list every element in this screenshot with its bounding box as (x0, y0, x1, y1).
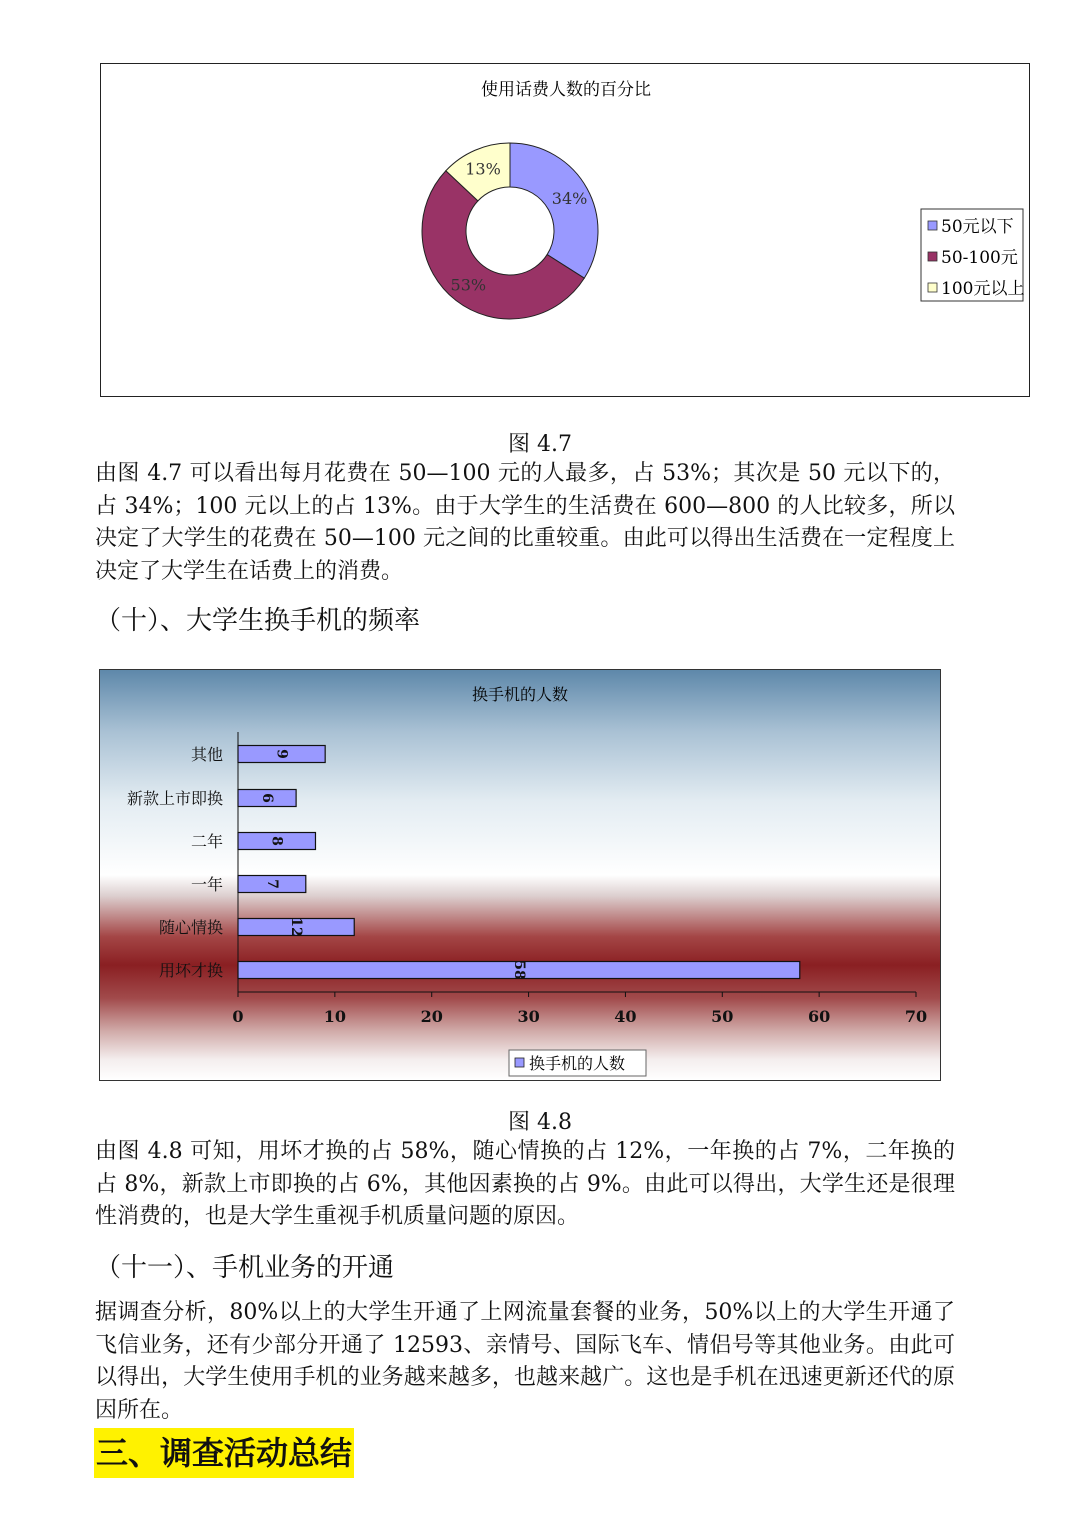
bar-category-label: 其他 (190, 745, 223, 764)
pie-slice-under-50 (510, 143, 598, 278)
x-tick-label: 30 (517, 1007, 540, 1026)
bar-value-label: 8 (268, 836, 285, 846)
legend-swatch-bar (515, 1058, 524, 1067)
x-tick-label: 10 (323, 1007, 346, 1026)
legend-label-under-50: 50元以下 (941, 217, 1014, 237)
legend-label-50-100: 50-100元 (941, 248, 1018, 268)
pie-chart-container (100, 63, 1030, 397)
bar-category-label: 一年 (190, 875, 223, 894)
bar-category-label: 用坏才换 (158, 961, 223, 980)
bar-chart-title: 换手机的人数 (471, 685, 569, 704)
bar-value-label: 7 (263, 879, 280, 889)
bar-value-label: 9 (273, 749, 290, 759)
legend-swatch-over-100 (928, 283, 937, 292)
bar-value-label: 6 (259, 793, 276, 803)
bar-value-label: 12 (288, 917, 305, 937)
pie-slices (422, 143, 598, 319)
bar-chart-container (99, 669, 941, 1081)
section-heading-summary: 三、调查活动总结 (94, 1428, 354, 1478)
x-tick-label: 60 (808, 1007, 831, 1026)
x-tick-label: 20 (420, 1007, 443, 1026)
x-tick-label: 40 (614, 1007, 637, 1026)
figure-caption-4-7: 图 4.7 (508, 432, 572, 457)
bar-marks (238, 746, 800, 980)
bar-category-label: 二年 (190, 832, 223, 851)
figure-caption-4-8: 图 4.8 (508, 1110, 572, 1135)
legend-swatch-50-100 (928, 252, 937, 261)
pie-chart (101, 64, 1028, 395)
x-tick-label: 0 (232, 1007, 244, 1026)
pie-label-50-100: 53% (450, 275, 487, 295)
legend-swatch-under-50 (928, 221, 937, 230)
heading-phone-change-frequency: （十）、大学生换手机的频率 (95, 606, 421, 636)
bar-legend (509, 1050, 646, 1076)
paragraph-phone-services: 据调查分析，80%以上的大学生开通了上网流量套餐的业务，50%以上的大学生开通了飞信业务，还有少部分开通了 12593、亲情号、国际飞车、情侣号等其他业务。由此可以得出，大学生使用手机的业务越来越多，也越来越广。这也是手机在迅速更新还代的原因所在。 (95, 1300, 955, 1423)
pie-chart-title: 使用话费人数的百分比 (481, 80, 651, 100)
heading-phone-services: （十一）、手机业务的开通 (95, 1253, 395, 1283)
x-tick-label: 70 (904, 1007, 928, 1026)
bar-category-labels (127, 745, 223, 980)
paragraph-fig47-analysis: 由图 4.7 可以看出每月花费在 50—100 元的人最多，占 53%；其次是 50 元以下的，占 34%；100 元以上的占 13%。由于大学生的生活费在 600—800 的人比较多，所以决定了大学生的花费在 50—100 元之间的比重较重。由此可以得出生活费在一定程度上决定了大学生在话费上的消费。 (95, 461, 955, 584)
bar-category-label: 随心情换 (158, 918, 223, 937)
x-tick-label: 50 (711, 1007, 734, 1026)
pie-legend (921, 209, 1024, 301)
legend-label-over-100: 100元以上 (941, 279, 1025, 299)
pie-label-over-100: 13% (465, 159, 501, 179)
pie-label-under-50: 34% (551, 189, 588, 209)
bar-value-label: 58 (510, 960, 527, 980)
paragraph-fig48-analysis: 由图 4.8 可知，用坏才换的占 58%，随心情换的占 12%，一年换的占 7%，二年换的占 8%，新款上市即换的占 6%，其他因素换的占 9%。由此可以得出，大学生还是很理性消费的，也是大学生重视手机质量问题的原因。 (95, 1139, 955, 1229)
bar-axis (232, 732, 927, 1026)
bar-category-label: 新款上市即换 (126, 789, 223, 808)
bar-chart (100, 670, 939, 1079)
legend-label-bar: 换手机的人数 (529, 1054, 626, 1073)
